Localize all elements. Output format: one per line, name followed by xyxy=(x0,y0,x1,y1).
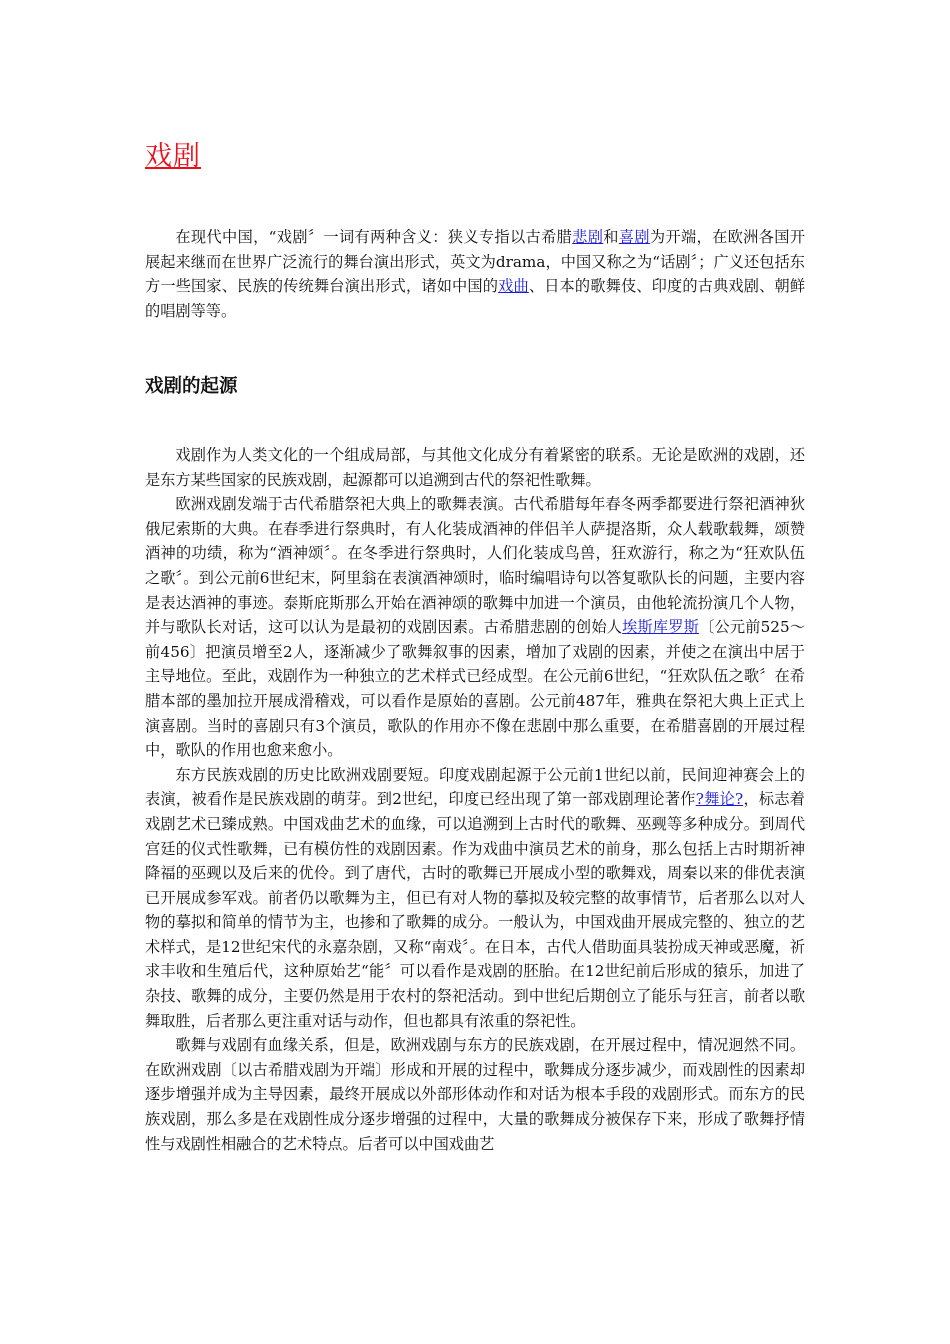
origin-p2-text-a: 欧洲戏剧发端于古代希腊祭祀大典上的歌舞表演。古代希腊每年春冬两季都要进行祭祀酒神狄俄尼索斯的大典。在春季进行祭典时，有人化装成酒神的伴侣羊人萨提洛斯，众人载歌载舞，颂赞酒神的功绩，称为“酒神颂〞。在冬季进行祭典时，人们化装成鸟兽，狂欢游行，称之为“狂欢队伍之歌〞。到公元前6世纪末，阿里翁在表演酒神颂时，临时编唱诗句以答复歌队长的问题，主要内容是表达酒神的事迹。泰斯庇斯那么开始在酒神颂的歌舞中加进一个演员，由他轮流扮演几个人物，并与歌队长对话，这可以认为是最初的戏剧因素。古希腊悲剧的创始人 xyxy=(145,495,805,637)
link-comedy[interactable]: 喜剧 xyxy=(618,228,650,246)
origin-p3-text-b: ，标志着戏剧艺术已臻成熟。中国戏曲艺术的血缘，可以追溯到上古时代的歌舞、巫觋等多种成分。到周代宫廷的仪式性歌舞，已有模仿性的戏剧因素。作为戏曲中演员艺术的前身，那么包括上古时期祈神降福的巫觋以及后来的优伶。到了唐代，古时的歌舞已开展成小型的歌舞戏，周秦以来的俳优表演已开展成参军戏。前者仍以歌舞为主，但已有对人物的摹拟及较完整的故事情节，后者那么以对人物的摹拟和简单的情节为主，也掺和了歌舞的成分。一般认为，中国戏曲开展成完整的、独立的艺术样式，是12世纪宋代的永嘉杂剧，又称“南戏〞。在日本，古代人借助面具装扮成天神或恶魔，祈求丰收和生殖后代，这种原始艺“能〞可以看作是戏剧的胚胎。在12世纪前后形成的猿乐，加进了杂技、歌舞的成分，主要仍然是用于农村的祭祀活动。到中世纪后期创立了能乐与狂言，前者以歌舞取胜，后者那么更注重对话与动作，但也都具有浓重的祭祀性。 xyxy=(145,790,805,1030)
origin-paragraph-1: 戏剧作为人类文化的一个组成局部，与其他文化成分有着紧密的联系。无论是欧洲的戏剧，还是东方某些国家的民族戏剧，起源都可以追溯到古代的祭祀性歌舞。 xyxy=(145,446,805,489)
section-heading: 戏剧的起源 xyxy=(145,376,238,397)
origin-paragraph-2 xyxy=(145,492,805,763)
link-tragedy[interactable]: 悲剧 xyxy=(572,228,604,246)
origin-p3-text-a: 东方民族戏剧的历史比欧洲戏剧要短。印度戏剧起源于公元前1世纪以前，民间迎神赛会上的表演，被看作是民族戏剧的萌芽。到2世纪，印度已经出现了第一部戏剧理论著作 xyxy=(145,765,805,809)
origin-paragraph-3 xyxy=(145,763,805,1034)
origin-p2-text-b: 〔公元前525～前456〕把演员增至2人，逐渐减少了歌舞叙事的因素，增加了戏剧的因素，并使之在演出中居于主导地位。至此，戏剧作为一种独立的艺术样式已经成型。在公元前6世纪，“狂欢队伍之歌〞在希腊本部的墨加拉开展成滑稽戏，可以看作是原始的喜剧。公元前487年，雅典在祭祀大典上正式上演喜剧。当时的喜剧只有3个演员，歌队的作用亦不像在悲剧中那么重要，在希腊喜剧的开展过程中，歌队的作用也愈来愈小。 xyxy=(145,618,806,760)
intro-paragraph xyxy=(145,225,805,323)
page-title[interactable]: 戏剧 xyxy=(145,141,201,172)
link-xiqu[interactable]: 戏曲 xyxy=(498,277,529,296)
intro-text-3: 为开端，在欧洲各国开展起来继而在世界广泛流行的舞台演出形式，英文为drama，中国又称之为“话剧〞；广义还包括东方一些国家、民族的传统舞台演出形式，诸如中国的 xyxy=(145,228,806,296)
intro-text-2: 和 xyxy=(603,228,619,246)
link-natyashastra[interactable]: ?舞论? xyxy=(695,790,744,809)
intro-text-4: 、日本的歌舞伎、印度的古典戏剧、朝鲜的唱剧等等。 xyxy=(145,277,806,320)
origin-paragraph-4: 歌舞与戏剧有血缘关系，但是，欧洲戏剧与东方的民族戏剧，在开展过程中，情况迥然不同。在欧洲戏剧〔以古希腊戏剧为开端〕形成和开展的过程中，歌舞成分逐步减少，而戏剧性的因素却逐步增强并成为主导因素，最终开展成以外部形体动作和对话为根本手段的戏剧形式。而东方的民族戏剧，那么多是在戏剧性成分逐步增强的过程中，大量的歌舞成分被保存下来，形成了歌舞抒情性与戏剧性相融合的艺术特点。后者可以中国戏曲艺 xyxy=(145,1036,805,1153)
intro-text-1: 在现代中国，“戏剧〞一词有两种含义：狭义专指以古希腊 xyxy=(175,228,573,246)
link-aeschylus[interactable]: 埃斯库罗斯 xyxy=(622,618,700,637)
intro-text xyxy=(145,225,805,323)
origin-section xyxy=(145,443,805,1156)
